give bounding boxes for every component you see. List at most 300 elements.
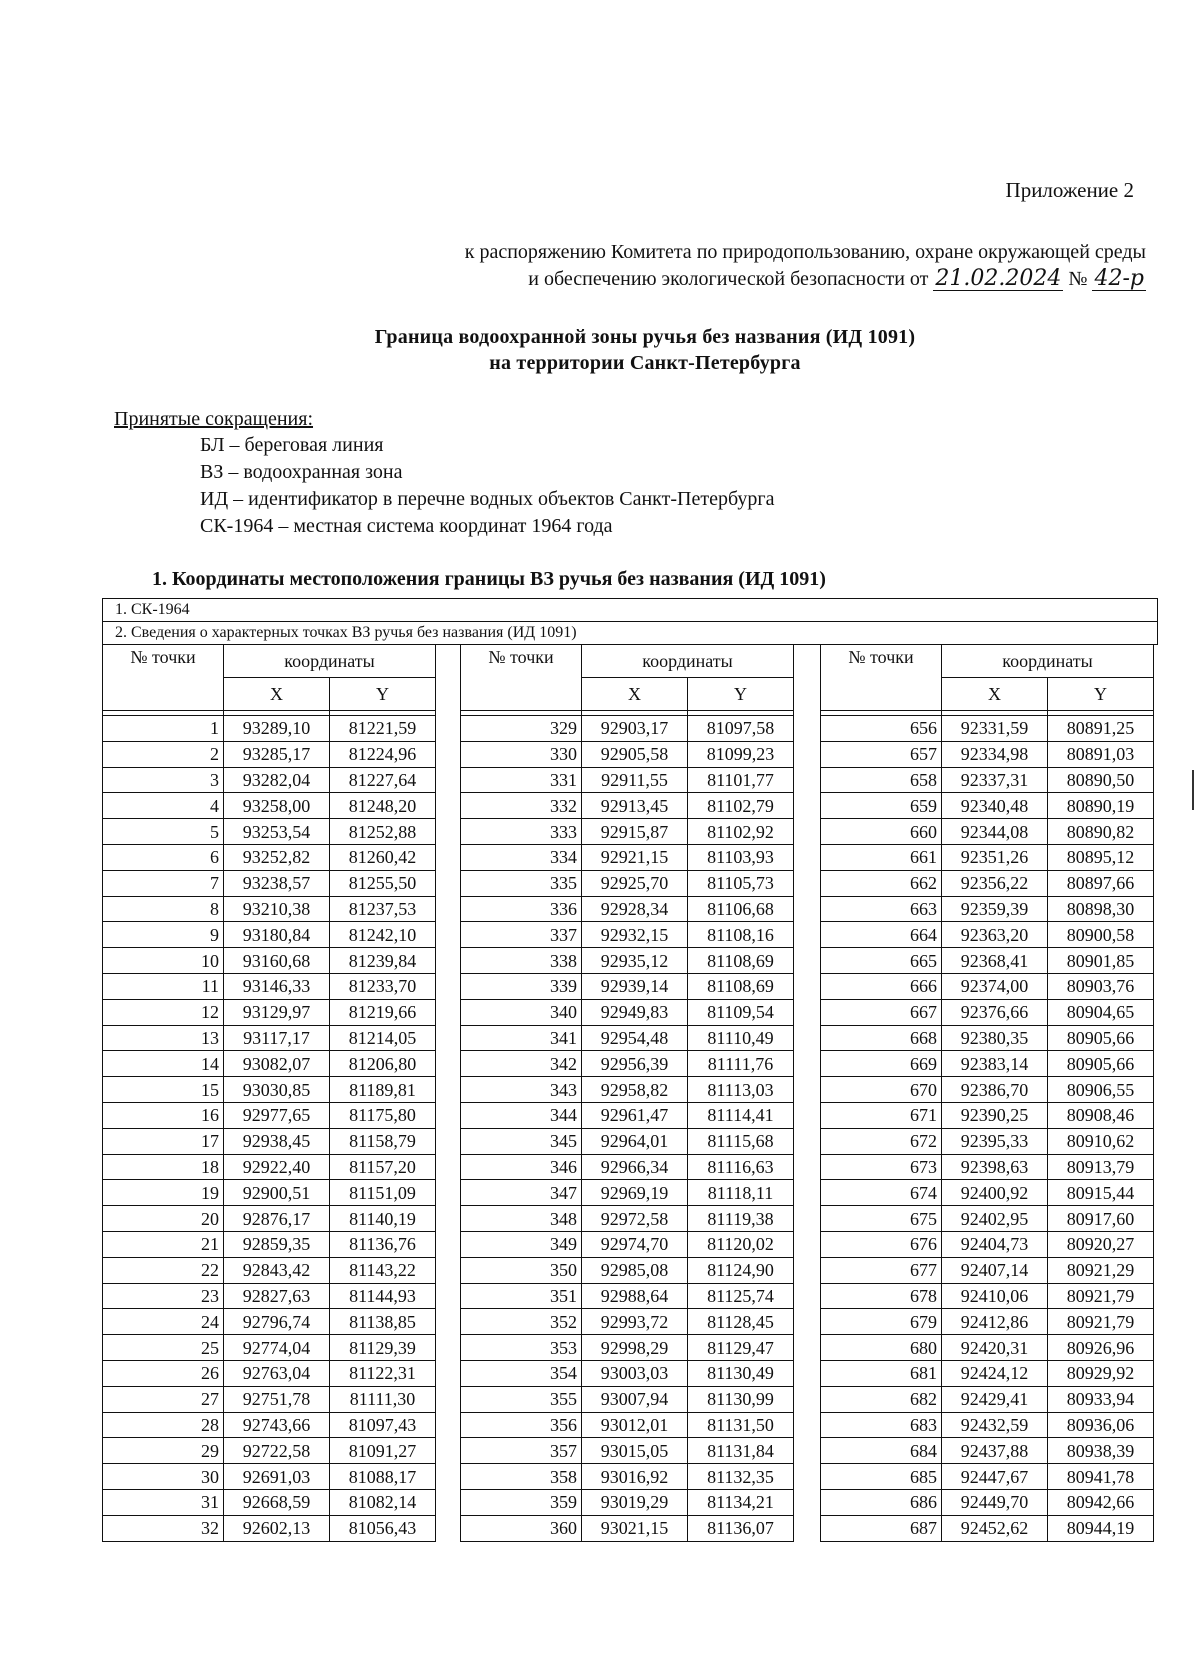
x-coordinate-cell: 92921,15	[582, 844, 688, 870]
abbreviations-heading: Принятые сокращения:	[114, 408, 314, 430]
table-row	[821, 1154, 1154, 1180]
point-number-cell: 351	[461, 1283, 582, 1309]
point-number-cell: 360	[461, 1515, 582, 1541]
point-number-cell: 7	[103, 870, 224, 896]
x-coordinate-cell: 92412,86	[942, 1309, 1048, 1335]
table-row	[461, 999, 794, 1025]
point-number-cell: 349	[461, 1231, 582, 1257]
point-number-cell: 661	[821, 844, 942, 870]
table-row	[461, 1489, 794, 1515]
x-coordinate-cell: 92827,63	[224, 1283, 330, 1309]
table-row	[103, 999, 436, 1025]
point-number-cell: 16	[103, 1102, 224, 1128]
table-row	[821, 1206, 1154, 1232]
table-row	[461, 870, 794, 896]
point-number-cell: 345	[461, 1128, 582, 1154]
x-coordinate-cell: 93160,68	[224, 948, 330, 974]
y-coordinate-cell: 80913,79	[1048, 1154, 1154, 1180]
y-coordinate-cell: 80938,39	[1048, 1438, 1154, 1464]
y-coordinate-cell: 80908,46	[1048, 1102, 1154, 1128]
table-row	[103, 1309, 436, 1335]
y-coordinate-cell: 81097,58	[688, 716, 794, 742]
point-number-cell: 17	[103, 1128, 224, 1154]
point-number-cell: 667	[821, 999, 942, 1025]
point-number-cell: 687	[821, 1515, 942, 1541]
y-coordinate-cell: 80891,25	[1048, 716, 1154, 742]
y-coordinate-cell: 80944,19	[1048, 1515, 1154, 1541]
y-coordinate-cell: 80895,12	[1048, 844, 1154, 870]
y-coordinate-cell: 81099,23	[688, 741, 794, 767]
table-row	[461, 1154, 794, 1180]
table-row	[103, 1154, 436, 1180]
y-coordinate-cell: 81175,80	[330, 1102, 436, 1128]
table-row	[461, 1102, 794, 1128]
y-coordinate-cell: 81097,43	[330, 1412, 436, 1438]
y-coordinate-cell: 81221,59	[330, 716, 436, 742]
point-number-cell: 359	[461, 1489, 582, 1515]
appendix-label: Приложение 2	[1005, 178, 1134, 202]
x-coordinate-cell: 92368,41	[942, 948, 1048, 974]
y-coordinate-cell: 81252,88	[330, 819, 436, 845]
coordinates-header: координаты	[224, 645, 436, 678]
point-number-cell: 675	[821, 1206, 942, 1232]
point-number-cell: 4	[103, 793, 224, 819]
coordinates-table-2	[460, 644, 794, 1542]
point-number-cell: 357	[461, 1438, 582, 1464]
y-coordinate-cell: 81134,21	[688, 1489, 794, 1515]
point-number-cell: 355	[461, 1386, 582, 1412]
x-coordinate-cell: 92964,01	[582, 1128, 688, 1154]
x-coordinate-cell: 92956,39	[582, 1051, 688, 1077]
table-row	[103, 1360, 436, 1386]
point-number-cell: 8	[103, 896, 224, 922]
point-number-cell: 685	[821, 1464, 942, 1490]
point-number-header: № точки	[103, 645, 224, 711]
table-row	[821, 716, 1154, 742]
y-coordinate-cell: 80921,79	[1048, 1309, 1154, 1335]
table-row	[103, 1515, 436, 1541]
handwritten-number: 42-р	[1094, 266, 1144, 291]
x-coordinate-cell: 92602,13	[224, 1515, 330, 1541]
y-coordinate-cell: 80921,79	[1048, 1283, 1154, 1309]
table-row	[103, 1335, 436, 1361]
table-row	[461, 844, 794, 870]
y-coordinate-cell: 80933,94	[1048, 1386, 1154, 1412]
table-row	[103, 922, 436, 948]
table-row	[103, 819, 436, 845]
table-row	[103, 896, 436, 922]
table-row	[461, 1335, 794, 1361]
table-row	[461, 1309, 794, 1335]
x-coordinate-cell: 92429,41	[942, 1386, 1048, 1412]
y-coordinate-cell: 81113,03	[688, 1077, 794, 1103]
x-coordinate-cell: 92903,17	[582, 716, 688, 742]
point-number-cell: 6	[103, 844, 224, 870]
table-row	[461, 1231, 794, 1257]
x-coordinate-cell: 93129,97	[224, 999, 330, 1025]
point-number-cell: 344	[461, 1102, 582, 1128]
y-coordinate-cell: 81260,42	[330, 844, 436, 870]
table-row	[821, 1412, 1154, 1438]
y-coordinate-cell: 81239,84	[330, 948, 436, 974]
y-coordinate-cell: 81056,43	[330, 1515, 436, 1541]
y-coordinate-cell: 81130,99	[688, 1386, 794, 1412]
y-coordinate-cell: 81102,92	[688, 819, 794, 845]
x-coordinate-cell: 92763,04	[224, 1360, 330, 1386]
x-coordinate-cell: 92356,22	[942, 870, 1048, 896]
table-row	[821, 767, 1154, 793]
y-coordinate-cell: 81219,66	[330, 999, 436, 1025]
x-coordinate-cell: 92402,95	[942, 1206, 1048, 1232]
table-row	[103, 973, 436, 999]
point-number-cell: 21	[103, 1231, 224, 1257]
x-coordinate-cell: 92998,29	[582, 1335, 688, 1361]
table-row	[821, 973, 1154, 999]
y-coordinate-cell: 80897,66	[1048, 870, 1154, 896]
table-row	[461, 1438, 794, 1464]
point-number-cell: 333	[461, 819, 582, 845]
point-number-cell: 358	[461, 1464, 582, 1490]
x-coordinate-cell: 92722,58	[224, 1438, 330, 1464]
point-number-cell: 10	[103, 948, 224, 974]
y-coordinate-cell: 81119,38	[688, 1206, 794, 1232]
section-title: 1. Координаты местоположения границы ВЗ ручья без названия (ИД 1091)	[152, 568, 826, 590]
y-coordinate-cell: 81136,76	[330, 1231, 436, 1257]
x-coordinate-cell: 93180,84	[224, 922, 330, 948]
x-coordinate-cell: 92774,04	[224, 1335, 330, 1361]
point-number-cell: 663	[821, 896, 942, 922]
point-number-cell: 28	[103, 1412, 224, 1438]
y-coordinate-cell: 80942,66	[1048, 1489, 1154, 1515]
point-number-cell: 330	[461, 741, 582, 767]
point-number-cell: 332	[461, 793, 582, 819]
x-coordinate-cell: 93146,33	[224, 973, 330, 999]
x-coordinate-cell: 92938,45	[224, 1128, 330, 1154]
y-coordinate-cell: 81108,69	[688, 973, 794, 999]
x-coordinate-cell: 92932,15	[582, 922, 688, 948]
table-row	[103, 741, 436, 767]
table-row	[821, 1128, 1154, 1154]
y-coordinate-cell: 81115,68	[688, 1128, 794, 1154]
y-coordinate-cell: 81140,19	[330, 1206, 436, 1232]
y-coordinate-cell: 81114,41	[688, 1102, 794, 1128]
point-number-cell: 664	[821, 922, 942, 948]
table-row	[103, 1102, 436, 1128]
table-row	[103, 793, 436, 819]
table-header-row	[103, 645, 436, 678]
points-info-row: 2. Сведения о характерных точках ВЗ ручья без названия (ИД 1091)	[102, 621, 1158, 645]
x-coordinate-cell: 93007,94	[582, 1386, 688, 1412]
table-row	[821, 1025, 1154, 1051]
y-coordinate-cell: 81091,27	[330, 1438, 436, 1464]
y-coordinate-cell: 81138,85	[330, 1309, 436, 1335]
table-row	[103, 1386, 436, 1412]
x-coordinate-cell: 92407,14	[942, 1257, 1048, 1283]
x-coordinate-cell: 93003,03	[582, 1360, 688, 1386]
x-coordinate-cell: 92966,34	[582, 1154, 688, 1180]
point-number-cell: 681	[821, 1360, 942, 1386]
table-row	[103, 870, 436, 896]
x-coordinate-cell: 92743,66	[224, 1412, 330, 1438]
x-coordinate-cell: 92796,74	[224, 1309, 330, 1335]
y-coordinate-cell: 81082,14	[330, 1489, 436, 1515]
x-coordinate-cell: 92383,14	[942, 1051, 1048, 1077]
x-coordinate-cell: 92913,45	[582, 793, 688, 819]
point-number-cell: 339	[461, 973, 582, 999]
y-coordinate-cell: 81110,49	[688, 1025, 794, 1051]
x-coordinate-cell: 92437,88	[942, 1438, 1048, 1464]
table-row	[461, 922, 794, 948]
x-coordinate-cell: 92344,08	[942, 819, 1048, 845]
x-coordinate-cell: 92363,20	[942, 922, 1048, 948]
x-header: X	[942, 678, 1048, 711]
x-coordinate-cell: 92386,70	[942, 1077, 1048, 1103]
table-row	[461, 1025, 794, 1051]
x-coordinate-cell: 92410,06	[942, 1283, 1048, 1309]
y-coordinate-cell: 80941,78	[1048, 1464, 1154, 1490]
y-coordinate-cell: 80901,85	[1048, 948, 1154, 974]
x-coordinate-cell: 92961,47	[582, 1102, 688, 1128]
table-row	[103, 767, 436, 793]
point-number-cell: 674	[821, 1180, 942, 1206]
y-coordinate-cell: 81136,07	[688, 1515, 794, 1541]
x-coordinate-cell: 93253,54	[224, 819, 330, 845]
x-coordinate-cell: 93210,38	[224, 896, 330, 922]
y-coordinate-cell: 81255,50	[330, 870, 436, 896]
x-coordinate-cell: 92935,12	[582, 948, 688, 974]
x-coordinate-cell: 92928,34	[582, 896, 688, 922]
point-number-cell: 343	[461, 1077, 582, 1103]
table-row	[461, 896, 794, 922]
table-row	[103, 1257, 436, 1283]
x-coordinate-cell: 93021,15	[582, 1515, 688, 1541]
table-row	[461, 1386, 794, 1412]
y-coordinate-cell: 81125,74	[688, 1283, 794, 1309]
point-number-cell: 25	[103, 1335, 224, 1361]
point-number-cell: 682	[821, 1386, 942, 1412]
point-number-cell: 666	[821, 973, 942, 999]
table-row	[103, 844, 436, 870]
coordinates-header: координаты	[942, 645, 1154, 678]
table-row	[461, 1464, 794, 1490]
coordinates-table-1	[102, 644, 436, 1542]
y-header: Y	[688, 678, 794, 711]
point-number-cell: 677	[821, 1257, 942, 1283]
x-coordinate-cell: 92900,51	[224, 1180, 330, 1206]
table-row	[103, 1283, 436, 1309]
x-coordinate-cell: 92843,42	[224, 1257, 330, 1283]
point-number-cell: 11	[103, 973, 224, 999]
y-coordinate-cell: 81242,10	[330, 922, 436, 948]
x-coordinate-cell: 92376,66	[942, 999, 1048, 1025]
y-coordinate-cell: 81206,80	[330, 1051, 436, 1077]
handwritten-date: 21.02.2024	[935, 266, 1062, 291]
x-coordinate-cell: 92859,35	[224, 1231, 330, 1257]
table-row	[821, 1335, 1154, 1361]
table-row	[103, 948, 436, 974]
point-number-cell: 1	[103, 716, 224, 742]
y-coordinate-cell: 81102,79	[688, 793, 794, 819]
y-coordinate-cell: 80926,96	[1048, 1335, 1154, 1361]
point-number-cell: 659	[821, 793, 942, 819]
point-number-cell: 679	[821, 1309, 942, 1335]
point-number-cell: 354	[461, 1360, 582, 1386]
number-sign: №	[1068, 268, 1088, 290]
x-coordinate-cell: 92911,55	[582, 767, 688, 793]
table-row	[461, 793, 794, 819]
y-coordinate-cell: 81116,63	[688, 1154, 794, 1180]
table-row	[821, 999, 1154, 1025]
y-coordinate-cell: 81118,11	[688, 1180, 794, 1206]
y-coordinate-cell: 81103,93	[688, 844, 794, 870]
y-coordinate-cell: 80898,30	[1048, 896, 1154, 922]
table-row	[103, 1438, 436, 1464]
order-reference-prefix: и обеспечению экологической безопасности от	[528, 268, 929, 290]
coordinates-header: координаты	[582, 645, 794, 678]
x-coordinate-cell: 92905,58	[582, 741, 688, 767]
y-coordinate-cell: 80921,29	[1048, 1257, 1154, 1283]
point-number-cell: 14	[103, 1051, 224, 1077]
x-coordinate-cell: 92340,48	[942, 793, 1048, 819]
x-coordinate-cell: 92380,35	[942, 1025, 1048, 1051]
table-row	[461, 1128, 794, 1154]
y-coordinate-cell: 81144,93	[330, 1283, 436, 1309]
x-coordinate-cell: 92390,25	[942, 1102, 1048, 1128]
y-coordinate-cell: 81105,73	[688, 870, 794, 896]
table-row	[821, 1051, 1154, 1077]
point-number-cell: 348	[461, 1206, 582, 1232]
x-coordinate-cell: 93016,92	[582, 1464, 688, 1490]
table-row	[461, 819, 794, 845]
y-coordinate-cell: 80903,76	[1048, 973, 1154, 999]
table-row	[103, 1464, 436, 1490]
y-coordinate-cell: 81158,79	[330, 1128, 436, 1154]
y-coordinate-cell: 81237,53	[330, 896, 436, 922]
point-number-cell: 350	[461, 1257, 582, 1283]
point-number-cell: 342	[461, 1051, 582, 1077]
table-row	[103, 1051, 436, 1077]
abbreviation-item: ВЗ – водоохранная зона	[200, 461, 403, 483]
table-row	[821, 1283, 1154, 1309]
table-row	[821, 844, 1154, 870]
point-number-cell: 15	[103, 1077, 224, 1103]
table-row	[103, 1412, 436, 1438]
point-number-cell: 671	[821, 1102, 942, 1128]
point-number-cell: 12	[103, 999, 224, 1025]
y-coordinate-cell: 81108,69	[688, 948, 794, 974]
y-coordinate-cell: 80890,19	[1048, 793, 1154, 819]
x-coordinate-cell: 92420,31	[942, 1335, 1048, 1361]
point-number-cell: 22	[103, 1257, 224, 1283]
y-coordinate-cell: 81129,39	[330, 1335, 436, 1361]
x-coordinate-cell: 93289,10	[224, 716, 330, 742]
point-number-cell: 335	[461, 870, 582, 896]
y-coordinate-cell: 81109,54	[688, 999, 794, 1025]
point-number-cell: 19	[103, 1180, 224, 1206]
point-number-cell: 658	[821, 767, 942, 793]
table-row	[103, 1180, 436, 1206]
table-row	[461, 767, 794, 793]
table-row	[821, 1309, 1154, 1335]
point-number-cell: 29	[103, 1438, 224, 1464]
table-row	[103, 716, 436, 742]
y-coordinate-cell: 81189,81	[330, 1077, 436, 1103]
table-row	[821, 948, 1154, 974]
point-number-cell: 341	[461, 1025, 582, 1051]
y-coordinate-cell: 81120,02	[688, 1231, 794, 1257]
y-coordinate-cell: 80905,66	[1048, 1051, 1154, 1077]
x-coordinate-cell: 92977,65	[224, 1102, 330, 1128]
point-number-cell: 5	[103, 819, 224, 845]
y-coordinate-cell: 80910,62	[1048, 1128, 1154, 1154]
coordinates-table-3	[820, 644, 1154, 1542]
document-title-line-2: на территории Санкт-Петербурга	[489, 352, 801, 374]
x-coordinate-cell: 93238,57	[224, 870, 330, 896]
point-number-cell: 337	[461, 922, 582, 948]
table-row	[821, 1257, 1154, 1283]
y-coordinate-cell: 81088,17	[330, 1464, 436, 1490]
table-row	[461, 1257, 794, 1283]
y-coordinate-cell: 80904,65	[1048, 999, 1154, 1025]
x-coordinate-cell: 92915,87	[582, 819, 688, 845]
x-coordinate-cell: 92447,67	[942, 1464, 1048, 1490]
point-number-cell: 334	[461, 844, 582, 870]
x-coordinate-cell: 93285,17	[224, 741, 330, 767]
point-number-cell: 680	[821, 1335, 942, 1361]
x-coordinate-cell: 92988,64	[582, 1283, 688, 1309]
table-row	[103, 1128, 436, 1154]
point-number-cell: 660	[821, 819, 942, 845]
x-coordinate-cell: 93117,17	[224, 1025, 330, 1051]
point-number-cell: 3	[103, 767, 224, 793]
order-reference-line-2	[528, 268, 1146, 291]
x-coordinate-cell: 92993,72	[582, 1309, 688, 1335]
table-row	[821, 1360, 1154, 1386]
table-row	[461, 1283, 794, 1309]
y-coordinate-cell: 80929,92	[1048, 1360, 1154, 1386]
y-coordinate-cell: 81143,22	[330, 1257, 436, 1283]
table-row	[821, 1464, 1154, 1490]
y-coordinate-cell: 81129,47	[688, 1335, 794, 1361]
table-row	[821, 896, 1154, 922]
point-number-cell: 27	[103, 1386, 224, 1412]
document-title-line-1: Граница водоохранной зоны ручья без названия (ИД 1091)	[374, 326, 916, 348]
table-row	[103, 1489, 436, 1515]
x-coordinate-cell: 92337,31	[942, 767, 1048, 793]
x-coordinate-cell: 92331,59	[942, 716, 1048, 742]
y-coordinate-cell: 81157,20	[330, 1154, 436, 1180]
coordinate-system-row: 1. СК-1964	[102, 598, 1158, 622]
point-number-cell: 32	[103, 1515, 224, 1541]
x-coordinate-cell: 93019,29	[582, 1489, 688, 1515]
x-coordinate-cell: 93082,07	[224, 1051, 330, 1077]
y-coordinate-cell: 81111,30	[330, 1386, 436, 1412]
y-coordinate-cell: 80890,50	[1048, 767, 1154, 793]
point-number-cell: 20	[103, 1206, 224, 1232]
point-number-cell: 672	[821, 1128, 942, 1154]
x-coordinate-cell: 92972,58	[582, 1206, 688, 1232]
y-coordinate-cell: 81227,64	[330, 767, 436, 793]
abbreviation-item: СК-1964 – местная система координат 1964 года	[200, 515, 613, 537]
y-coordinate-cell: 81130,49	[688, 1360, 794, 1386]
y-coordinate-cell: 80906,55	[1048, 1077, 1154, 1103]
point-number-cell: 329	[461, 716, 582, 742]
table-row	[103, 1231, 436, 1257]
y-coordinate-cell: 81108,16	[688, 922, 794, 948]
x-coordinate-cell: 92424,12	[942, 1360, 1048, 1386]
x-coordinate-cell: 92449,70	[942, 1489, 1048, 1515]
x-coordinate-cell: 93252,82	[224, 844, 330, 870]
